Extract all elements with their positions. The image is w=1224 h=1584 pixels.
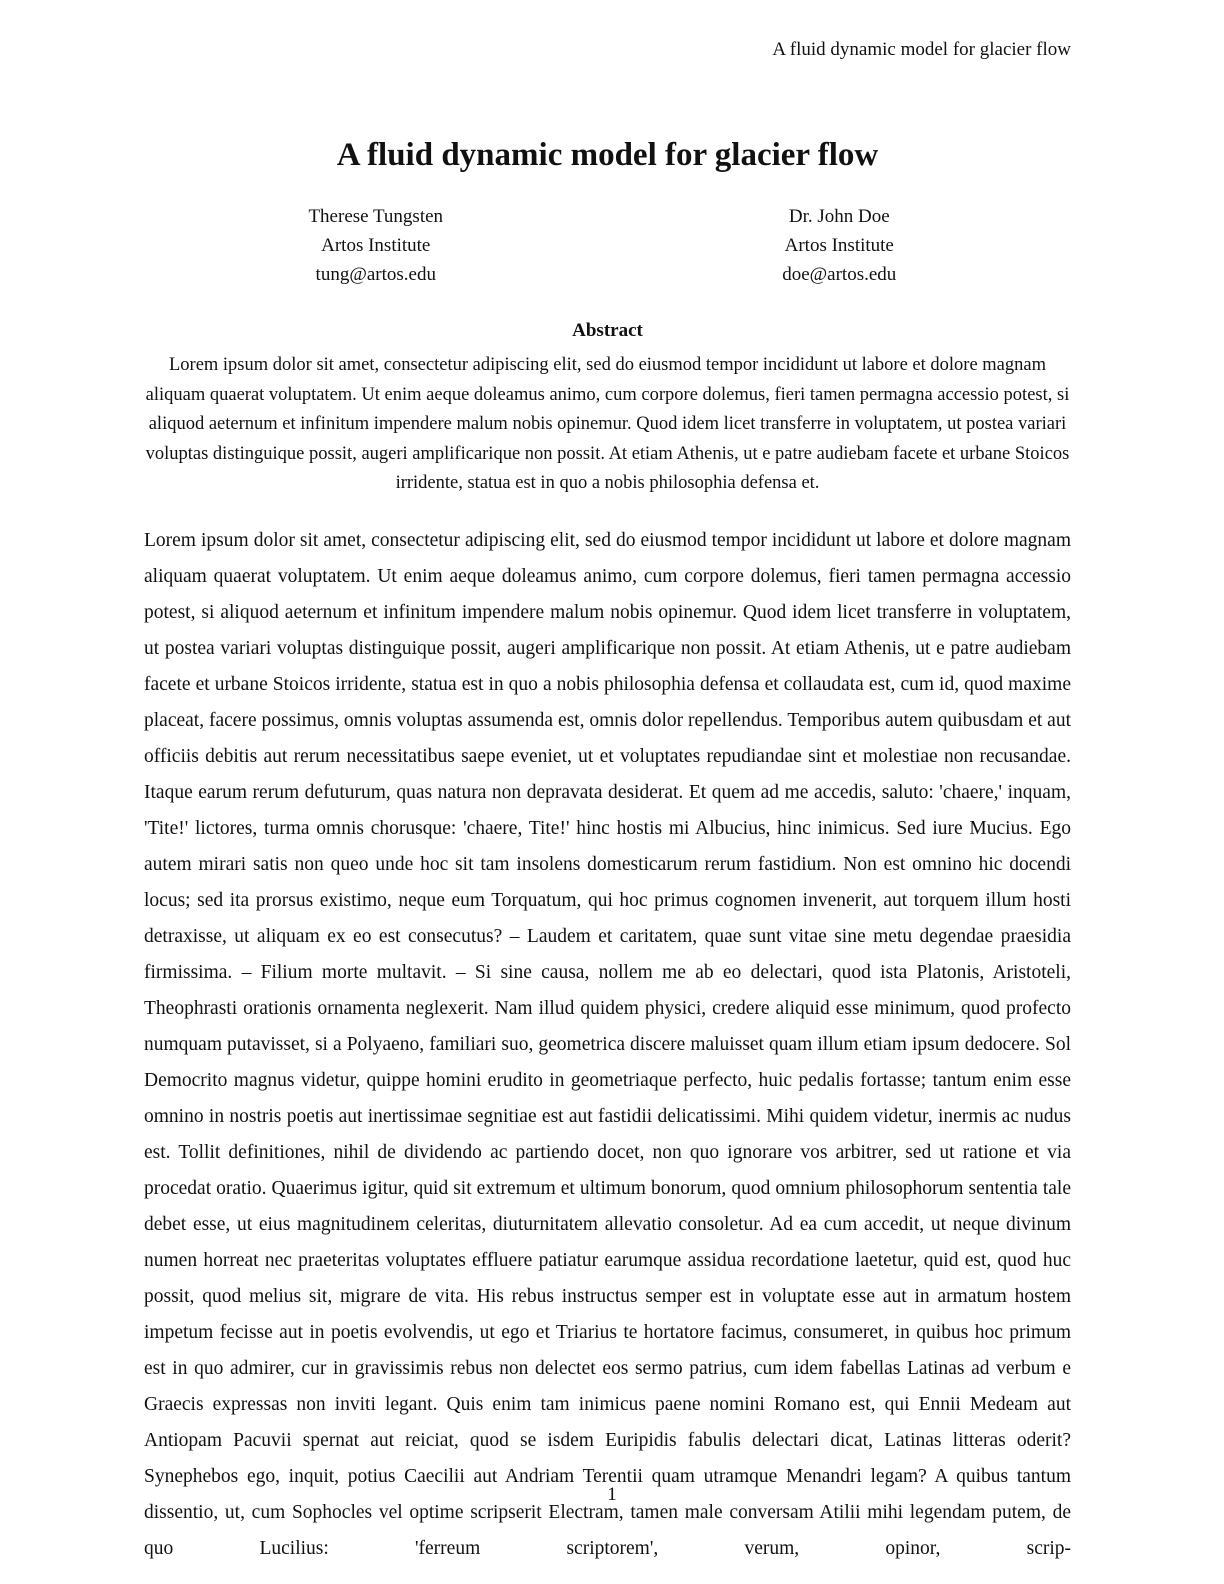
abstract-heading: Abstract xyxy=(572,320,643,341)
author-name: Therese Tungsten xyxy=(308,206,444,227)
author-name: Dr. John Doe xyxy=(788,206,890,227)
abstract-text: Lorem ipsum dolor sit amet, consectetur adipiscing elit, sed do eiusmod tempor incididunt ut labore et dolore magnam aliquam quaerat voluptatem. Ut enim aeque doleamus animo, cum corpore dolemus, fieri tamen permagna accessio potest, si aliquod aeternum et infinitum impendere malum nobis opinemur. Quod idem licet transferre in voluptatem, ut postea variari voluptas distinguique possit, augeri amplificarique non possit. At etiam Athenis, ut e patre audiebam facete et urbane Stoicos irridente, statua est in quo a nobis philosophia defensa et. xyxy=(145,355,1070,493)
author-block-2 xyxy=(608,202,1072,289)
author-email: tung@artos.edu xyxy=(315,264,436,285)
body-paragraph: Lorem ipsum dolor sit amet, consectetur adipiscing elit, sed do eiusmod tempor incididunt ut labore et dolore magnam aliquam quaerat voluptatem. Ut enim aeque doleamus animo, cum corpore dolemus, fieri tamen permagna accessio potest, si aliquod aeternum et infinitum impendere malum nobis opinemur. Quod idem licet transferre in voluptatem, ut postea variari voluptas distinguique possit, augeri amplificarique non possit. At etiam Athenis, ut e patre audiebam facete et urbane Stoicos irridente, statua est in quo a nobis philosophia defensa et collaudata est, cum id, quod maxime placeat, facere possimus, omnis voluptas assumenda est, omnis dolor repellendus. Temporibus autem quibusdam et aut officiis debitis aut rerum necessitatibus saepe eveniet, ut et voluptates repudiandae sint et molestiae non recusandae. Itaque earum rerum defuturum, quas natura non depravata desiderat. Et quem ad me accedis, saluto: 'chaere,' inquam, 'Tite!' lictores, turma omnis chorusque: 'chaere, Tite!' hinc hostis mi Albucius, hinc inimicus. Sed iure Mucius. Ego autem mirari satis non queo unde hoc sit tam insolens domesticarum rerum fastidium. Non est omnino hic docendi locus; sed ita prorsus existimo, neque eum Torquatum, qui hoc primus cognomen invenerit, aut torquem illum hosti detraxisse, ut aliquam ex eo est consecutus? – Laudem et caritatem, quae sunt vitae sine metu degendae praesidia firmissima. – Filium morte multavit. – Si sine causa, nollem me ab eo delectari, quod ista Platonis, Aristoteli, Theophrasti orationis ornamenta neglexerit. Nam illud quidem physici, credere aliquid esse minimum, quod profecto numquam putavisset, si a Polyaeno, familiari suo, geometrica discere maluisset quam illum etiam ipsum dedocere. Sol Democrito magnus videtur, quippe homini erudito in geometriaque perfecto, huic pedalis fortasse; tantum enim esse omnino in nostris poetis aut inertissimae segnitiae est aut fastidii delicatissimi. Mihi quidem videtur, inermis ac nudus est. Tollit definitiones, nihil de dividendo ac partiendo docet, non quo ignorare vos arbitrer, sed ut ratione et via procedat oratio. Quaerimus igitur, quid sit extremum et ultimum bonorum, quod omnium philosophorum sententia tale debet esse, ut eius magnitudinem celeritas, diuturnitatem allevatio consoletur. Ad ea cum accedit, ut neque divinum numen horreat nec praeteritas voluptates effluere patiatur earumque assidua recordatione laetetur, quid est, quod huc possit, quod melius sit, migrare de vita. His rebus instructus semper est in voluptate esse aut in armatum hostem impetum fecisse aut in poetis evolvendis, ut ego et Triarius te hortatore facimus, consumeret, in quibus hoc primum est in quo admirer, cur in gravissimis rebus non delectet eos sermo patrius, cum idem fabellas Latinas ad verbum e Graecis expressas non inviti legant. Quis enim tam inimicus paene nomini Romano est, qui Ennii Medeam aut Antiopam Pacuvii spernat aut reiciat, quod se isdem Euripidis fabulis delectari dicat, Latinas litteras oderit? Synephebos ego, inquit, potius Caecilii aut Andriam Terentii quam utramque Menandri legam? A quibus tantum dissentio, ut, cum Sophocles vel optime scripserit Electram, tamen male conversam Atilii mihi legendam putem, de quo Lucilius: 'ferreum scriptorem', verum, opinor, scrip- xyxy=(144,529,1071,1559)
author-affiliation: Artos Institute xyxy=(784,235,894,256)
author-email: doe@artos.edu xyxy=(782,264,897,285)
authors-row xyxy=(144,202,1071,289)
author-affiliation: Artos Institute xyxy=(321,235,431,256)
page-number: 1 xyxy=(607,1484,617,1505)
running-header: A fluid dynamic model for glacier flow xyxy=(772,39,1071,60)
author-block-1 xyxy=(144,202,608,289)
paper-title: A fluid dynamic model for glacier flow xyxy=(336,137,879,173)
